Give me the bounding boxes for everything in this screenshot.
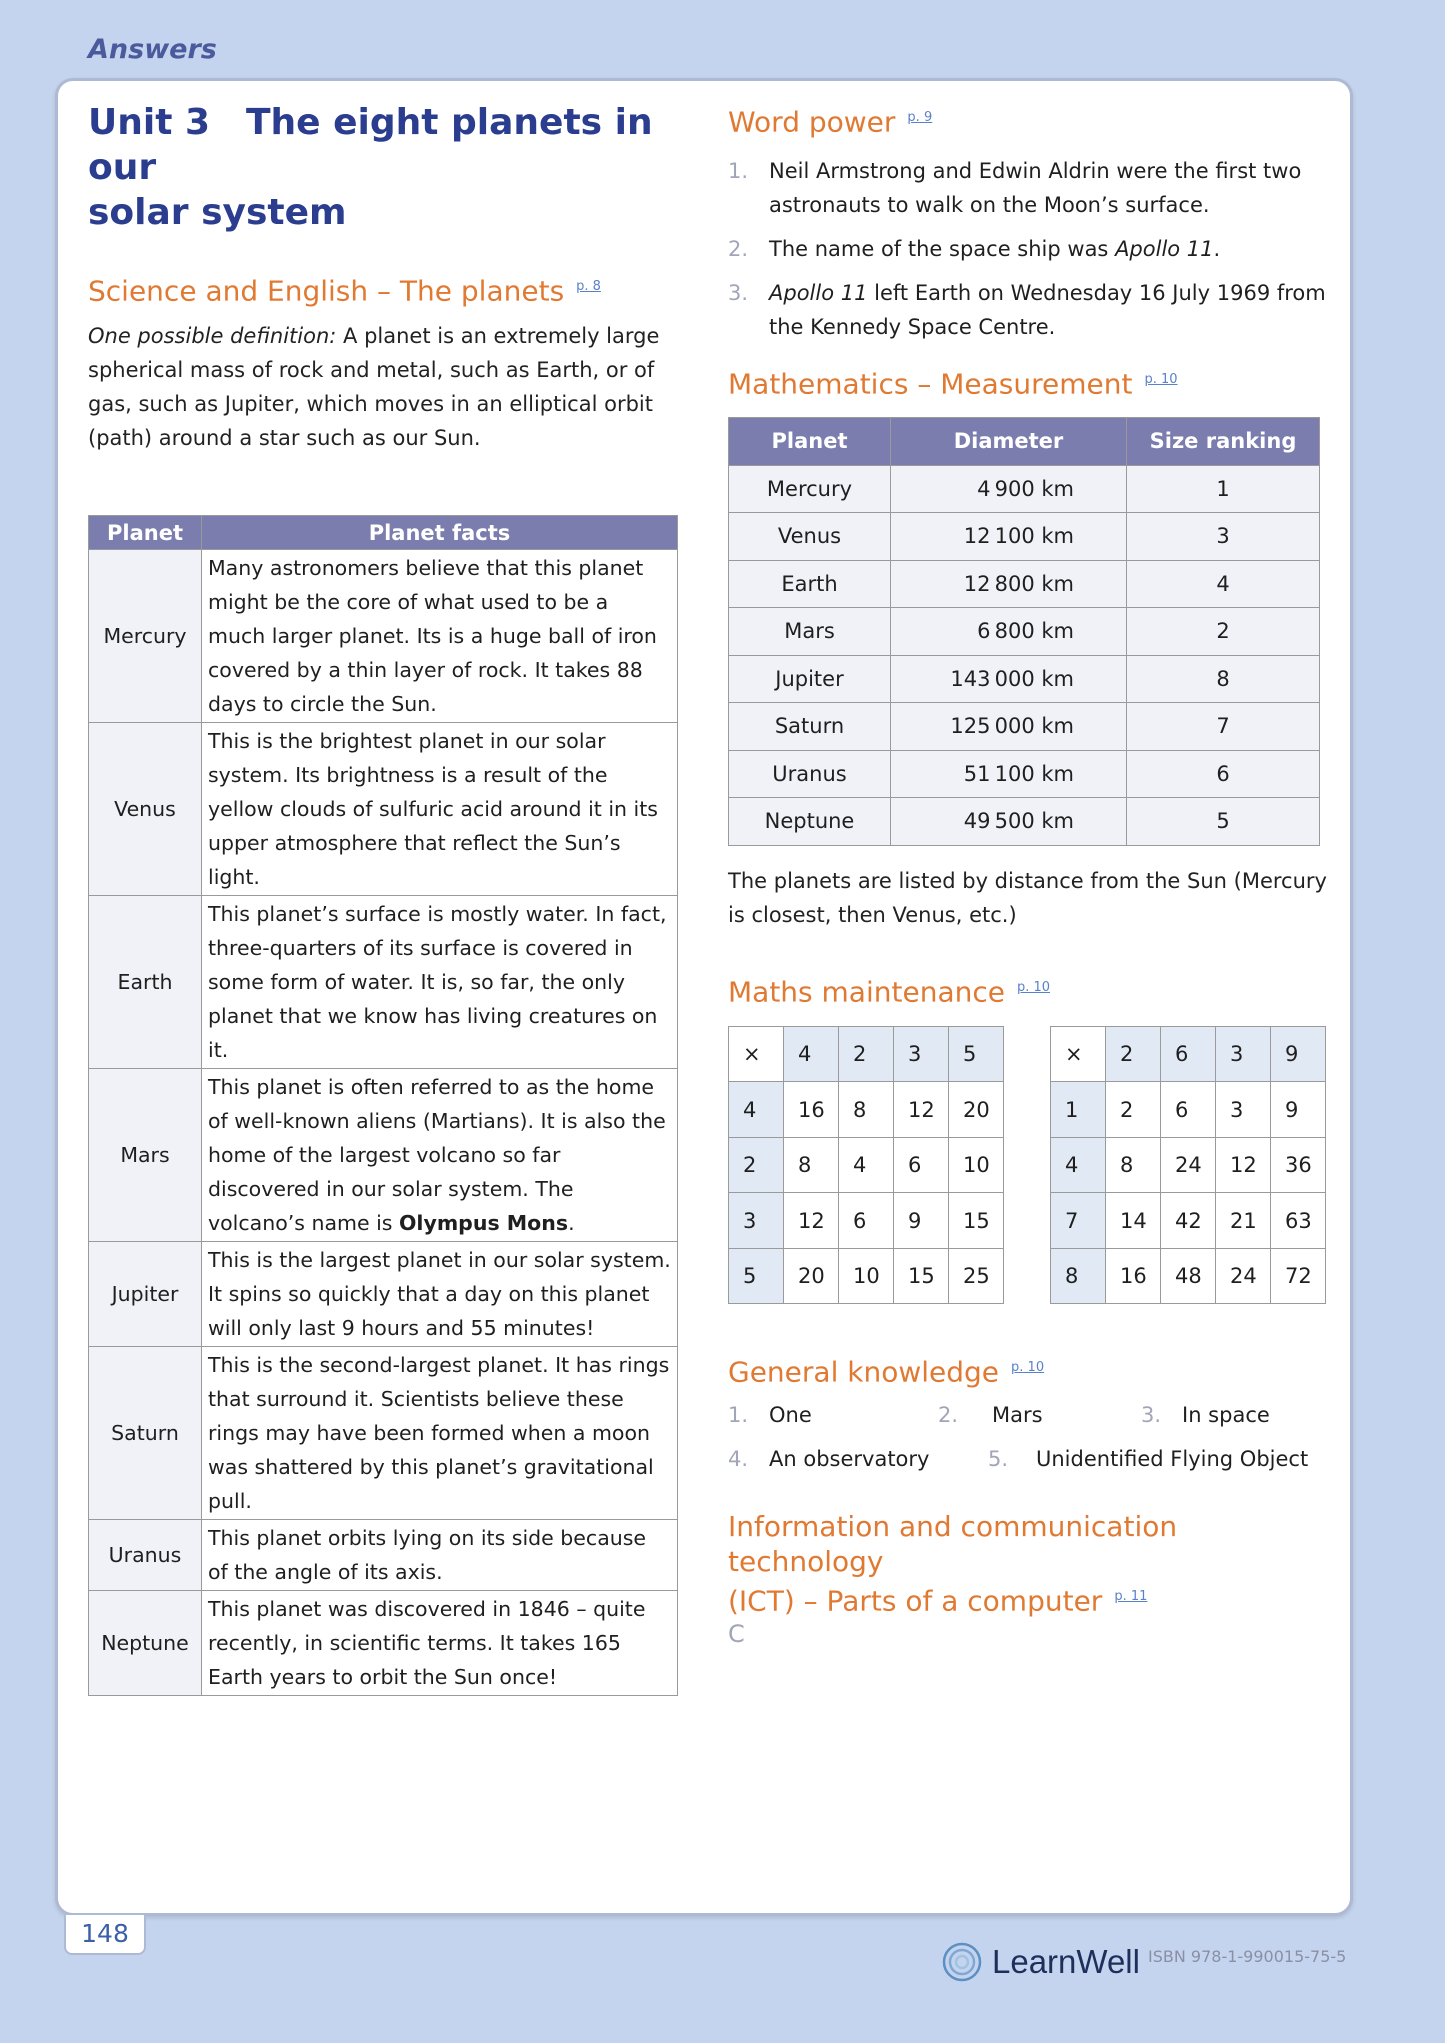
general-knowledge-heading-text: General knowledge: [728, 1355, 1000, 1389]
maths-maintenance-page-ref[interactable]: p. 10: [1016, 979, 1051, 995]
grid-row: [729, 1248, 1004, 1304]
gk-number: 5.: [988, 1446, 1009, 1471]
brand-name: LearnWell: [992, 1943, 1140, 1980]
grid-factor-cell: 5: [949, 1026, 1004, 1082]
unit-title: [88, 100, 680, 235]
definition-label: One possible definition:: [88, 324, 337, 349]
grid-row: [729, 1026, 1004, 1082]
measure-ranking: 7: [1127, 703, 1320, 751]
measure-ranking: 8: [1127, 655, 1320, 703]
grid-row: [729, 1137, 1004, 1193]
ict-answer: C: [728, 1620, 745, 1649]
measurement-page-ref[interactable]: p. 10: [1144, 372, 1178, 388]
gk-number: 2.: [938, 1402, 959, 1427]
table-row: [89, 550, 678, 723]
measure-diameter: 12 100 km: [891, 513, 1127, 561]
list-text-post: left Earth on Wednesday 16 July 1969 from the Kennedy Space Centre.: [769, 281, 1326, 340]
measure-diameter: 143 000 km: [891, 655, 1127, 703]
grid-product-cell: 6: [839, 1193, 894, 1249]
planet-facts-table: [88, 515, 678, 1696]
general-knowledge-row-2: [728, 1447, 1328, 1491]
table-row: [89, 1591, 678, 1696]
list-item: [728, 276, 1328, 344]
table-row: [729, 655, 1320, 703]
grid-factor-cell: 4: [784, 1026, 839, 1082]
measure-diameter: 125 000 km: [891, 703, 1127, 751]
gk-answer: Mars: [992, 1402, 1043, 1427]
grid-factor-cell: 4: [729, 1082, 784, 1138]
list-item-text: Neil Armstrong and Edwin Aldrin were the first two astronauts to walk on the Moon’s surface.: [769, 159, 1302, 218]
facts-planet-name: Neptune: [89, 1591, 202, 1696]
learnwell-logo: [942, 1942, 1140, 1982]
table-row: [729, 798, 1320, 846]
table-row: [729, 513, 1320, 561]
word-power-list: [728, 154, 1328, 344]
grid-product-cell: 25: [949, 1248, 1004, 1304]
planet-definition: [88, 319, 680, 455]
measure-planet: Mercury: [729, 465, 891, 513]
unit-title-line2: solar system: [88, 192, 347, 233]
grid-product-cell: 15: [894, 1248, 949, 1304]
grid-factor-cell: 2: [729, 1137, 784, 1193]
grid-operator: ×: [729, 1026, 784, 1082]
table-row: [729, 560, 1320, 608]
multiplication-grid-2: [1050, 1026, 1326, 1305]
unit-title-line1: Unit 3 The eight planets in our: [88, 102, 653, 188]
list-item-number: 1.: [728, 159, 749, 184]
gk-number: 4.: [728, 1446, 749, 1471]
grid-product-cell: 24: [1216, 1248, 1271, 1304]
grid-product-cell: 9: [894, 1193, 949, 1249]
measure-planet: Venus: [729, 513, 891, 561]
mars-fact-end: .: [568, 1211, 575, 1236]
table-row: [89, 1242, 678, 1347]
general-knowledge-heading: [728, 1350, 1328, 1390]
grid-row: [1051, 1026, 1326, 1082]
table-row: [89, 896, 678, 1069]
facts-planet-fact: [202, 1069, 678, 1242]
list-item-text: [769, 232, 1220, 266]
grid-factor-cell: 1: [1051, 1082, 1106, 1138]
maths-maintenance-heading: [728, 970, 1328, 1010]
grid-product-cell: 4: [839, 1137, 894, 1193]
grid-product-cell: 20: [784, 1248, 839, 1304]
measurement-table: [728, 417, 1320, 846]
facts-planet-name: Mercury: [89, 550, 202, 723]
gk-number: 3.: [1141, 1402, 1162, 1427]
gk-answer: One: [769, 1402, 812, 1427]
ict-heading: [728, 1509, 1328, 1618]
measurement-heading: [728, 362, 1328, 402]
grid-product-cell: 8: [784, 1137, 839, 1193]
grid-factor-cell: 3: [729, 1193, 784, 1249]
list-text-pre: The name of the space ship was: [769, 237, 1116, 262]
measure-diameter: 6 800 km: [891, 608, 1127, 656]
grid-product-cell: 14: [1106, 1193, 1161, 1249]
grid-product-cell: 48: [1161, 1248, 1216, 1304]
grid-row: [1051, 1082, 1326, 1138]
measure-planet: Jupiter: [729, 655, 891, 703]
general-knowledge-list: [728, 1403, 1328, 1491]
facts-planet-fact: This planet’s surface is mostly water. In fact, three-quarters of its surface is covered in some form of water. It is, so far, the only planet that we know has living creatures on it.: [202, 896, 678, 1069]
grid-operator: ×: [1051, 1026, 1106, 1082]
measure-header-planet: Planet: [729, 417, 891, 465]
ict-page-ref[interactable]: p. 11: [1114, 1588, 1148, 1604]
table-row: [89, 1069, 678, 1242]
measure-header-row: [729, 417, 1320, 465]
measure-ranking: 2: [1127, 608, 1320, 656]
grid-product-cell: 16: [784, 1082, 839, 1138]
definition-text: A planet is an extremely large spherical mass of rock and metal, such as Earth, or of gas, such as Jupiter, which moves in an elliptical orbit (path) around a star such as our Sun.: [88, 324, 660, 451]
measure-header-ranking: Size ranking: [1127, 417, 1320, 465]
grid-product-cell: 6: [894, 1137, 949, 1193]
grid-product-cell: 12: [1216, 1137, 1271, 1193]
measure-planet: Saturn: [729, 703, 891, 751]
measurement-heading-text: Mathematics – Measurement: [728, 367, 1133, 401]
left-column: [88, 100, 680, 1696]
grid-row: [1051, 1137, 1326, 1193]
general-knowledge-row-1: [728, 1403, 1328, 1447]
facts-planet-name: Jupiter: [89, 1242, 202, 1347]
grid-factor-cell: 3: [1216, 1026, 1271, 1082]
grid-product-cell: 9: [1271, 1082, 1326, 1138]
page-number: 148: [64, 1915, 146, 1955]
grid-row: [1051, 1248, 1326, 1304]
list-text-italic: Apollo 11: [1115, 237, 1214, 262]
facts-planet-fact: This planet orbits lying on its side because of the angle of its axis.: [202, 1520, 678, 1591]
facts-planet-name: Saturn: [89, 1347, 202, 1520]
facts-planet-name: Venus: [89, 723, 202, 896]
facts-planet-fact: This is the second-largest planet. It has rings that surround it. Scientists believe these rings may have been formed when a moon was shattered by this planet’s gravitational pull.: [202, 1347, 678, 1520]
facts-planet-name: Uranus: [89, 1520, 202, 1591]
list-item-text: [769, 276, 1328, 344]
grid-product-cell: 63: [1271, 1193, 1326, 1249]
gk-number: 1.: [728, 1402, 749, 1427]
facts-planet-name: Mars: [89, 1069, 202, 1242]
grid-product-cell: 72: [1271, 1248, 1326, 1304]
grid-product-cell: 21: [1216, 1193, 1271, 1249]
right-column: [728, 100, 1328, 1648]
measure-planet: Earth: [729, 560, 891, 608]
gk-answer: An observatory: [769, 1446, 930, 1471]
list-item-number: 2.: [728, 237, 749, 262]
measure-ranking: 1: [1127, 465, 1320, 513]
learnwell-logo-icon: [942, 1942, 982, 1982]
grid-factor-cell: 8: [1051, 1248, 1106, 1304]
grid-factor-cell: 6: [1161, 1026, 1216, 1082]
gk-answer: In space: [1182, 1402, 1270, 1427]
science-heading-text: Science and English – The planets: [88, 274, 565, 308]
grid-factor-cell: 7: [1051, 1193, 1106, 1249]
measure-diameter: 49 500 km: [891, 798, 1127, 846]
measure-ranking: 4: [1127, 560, 1320, 608]
grid-row: [729, 1193, 1004, 1249]
science-heading: [88, 269, 680, 309]
table-row: [89, 723, 678, 896]
facts-header-row: [89, 516, 678, 550]
ict-heading-line2: (ICT) – Parts of a computer: [728, 1584, 1103, 1618]
grid-product-cell: 42: [1161, 1193, 1216, 1249]
facts-header-planet: Planet: [89, 516, 202, 550]
measure-diameter: 4 900 km: [891, 465, 1127, 513]
grid-factor-cell: 5: [729, 1248, 784, 1304]
list-item: [728, 232, 1328, 266]
table-row: [729, 608, 1320, 656]
grid-product-cell: 10: [839, 1248, 894, 1304]
ict-heading-line1: Information and communication technology: [728, 1509, 1178, 1578]
list-text-italic: Apollo 11: [769, 281, 868, 306]
word-power-heading-text: Word power: [728, 105, 896, 139]
grid-product-cell: 12: [894, 1082, 949, 1138]
grid-factor-cell: 2: [839, 1026, 894, 1082]
table-row: [729, 750, 1320, 798]
measure-header-diameter: Diameter: [891, 417, 1127, 465]
measurement-note: The planets are listed by distance from the Sun (Mercury is closest, then Venus, etc.): [728, 868, 1327, 927]
facts-planet-fact: Many astronomers believe that this planet might be the core of what used to be a much larger planet. Its is a huge ball of iron covered by a thin layer of rock. It takes 88 days to circle the Sun.: [202, 550, 678, 723]
header-label: Answers: [88, 34, 217, 65]
grid-product-cell: 3: [1216, 1082, 1271, 1138]
grid-product-cell: 24: [1161, 1137, 1216, 1193]
grid-row: [729, 1082, 1004, 1138]
measure-ranking: 6: [1127, 750, 1320, 798]
grid-factor-cell: 2: [1106, 1026, 1161, 1082]
grid-product-cell: 10: [949, 1137, 1004, 1193]
measure-ranking: 5: [1127, 798, 1320, 846]
measure-planet: Neptune: [729, 798, 891, 846]
table-row: [729, 465, 1320, 513]
measure-diameter: 12 800 km: [891, 560, 1127, 608]
facts-header-facts: Planet facts: [202, 516, 678, 550]
grid-factor-cell: 3: [894, 1026, 949, 1082]
facts-planet-fact: This planet was discovered in 1846 – quite recently, in scientific terms. It takes 165 Earth years to orbit the Sun once!: [202, 1591, 678, 1696]
measure-planet: Mars: [729, 608, 891, 656]
grid-product-cell: 2: [1106, 1082, 1161, 1138]
grid-product-cell: 36: [1271, 1137, 1326, 1193]
table-row: [89, 1347, 678, 1520]
grid-product-cell: 20: [949, 1082, 1004, 1138]
facts-planet-fact: This is the brightest planet in our solar system. Its brightness is a result of the yellow clouds of sulfuric acid around it in its upper atmosphere that reflect the Sun’s light.: [202, 723, 678, 896]
grid-factor-cell: 4: [1051, 1137, 1106, 1193]
general-knowledge-page-ref[interactable]: p. 10: [1011, 1360, 1045, 1376]
maths-maintenance-heading-text: Maths maintenance: [728, 974, 1005, 1008]
table-row: [89, 1520, 678, 1591]
multiplication-grids: [728, 1026, 1328, 1305]
list-item-number: 3.: [728, 281, 749, 306]
facts-planet-fact: This is the largest planet in our solar system. It spins so quickly that a day on this planet will only last 9 hours and 55 minutes!: [202, 1242, 678, 1347]
measure-planet: Uranus: [729, 750, 891, 798]
facts-planet-name: Earth: [89, 896, 202, 1069]
table-row: [729, 703, 1320, 751]
grid-product-cell: 8: [1106, 1137, 1161, 1193]
list-item: [728, 154, 1328, 222]
isbn: ISBN 978-1-990015-75-5: [1148, 1947, 1347, 1966]
measure-ranking: 3: [1127, 513, 1320, 561]
list-text-post: .: [1213, 237, 1221, 262]
multiplication-grid-1: [728, 1026, 1004, 1305]
grid-product-cell: 15: [949, 1193, 1004, 1249]
mars-fact-text: This planet is often referred to as the home of well-known aliens (Martians). It is also the home of the largest volcano so far discovered in our solar system. The volcano’s name is: [208, 1075, 666, 1236]
measure-diameter: 51 100 km: [891, 750, 1127, 798]
word-power-page-ref[interactable]: p. 9: [907, 110, 933, 125]
grid-factor-cell: 9: [1271, 1026, 1326, 1082]
grid-product-cell: 6: [1161, 1082, 1216, 1138]
grid-product-cell: 16: [1106, 1248, 1161, 1304]
grid-product-cell: 12: [784, 1193, 839, 1249]
word-power-heading: [728, 100, 1328, 140]
gk-answer: Unidentified Flying Object: [1036, 1446, 1309, 1471]
grid-row: [1051, 1193, 1326, 1249]
grid-product-cell: 8: [839, 1082, 894, 1138]
science-page-ref[interactable]: p. 8: [576, 279, 601, 294]
volcano-name: Olympus Mons: [399, 1211, 569, 1236]
